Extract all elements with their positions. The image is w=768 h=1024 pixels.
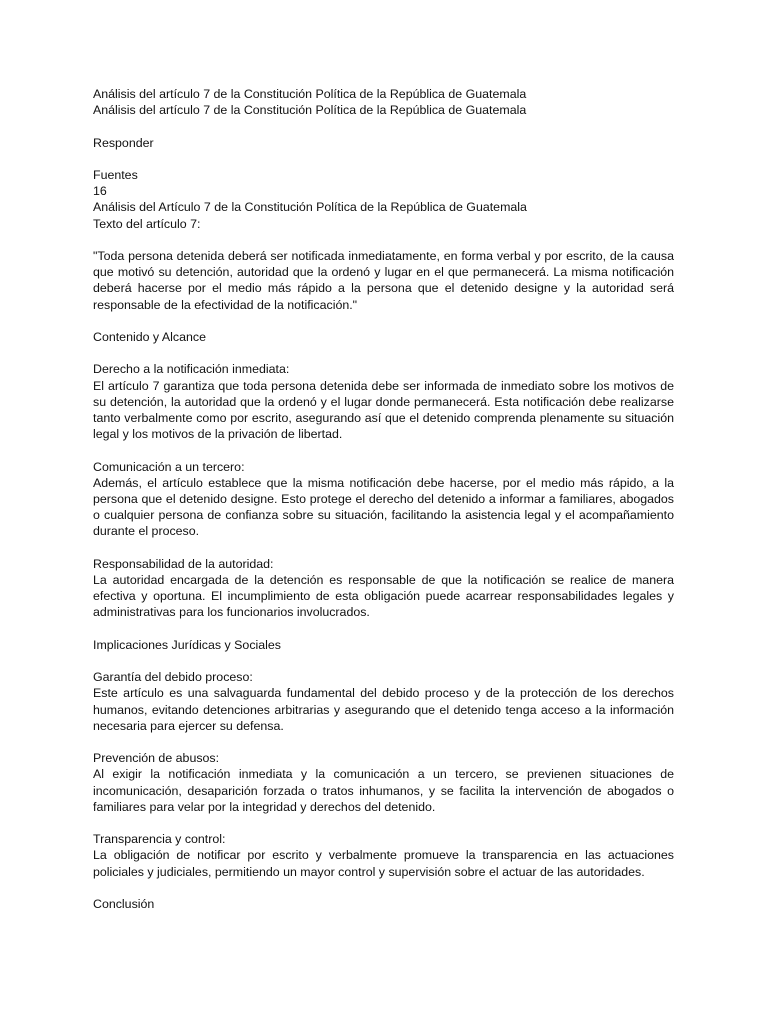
paragraph-transparency: La obligación de notificar por escrito y verbalmente promueve la transparencia en las actuaciones policiales y judiciales, permitiendo un mayor control y supervisión sobre el actuar de las autoridades. (93, 848, 674, 879)
paragraph-immediate-notification: El artículo 7 garantiza que toda persona detenida debe ser informada de inmediato sobre los motivos de su detención, la autoridad que la ordenó y el lugar donde permanecerá. Esta notificación debe realizarse tanto verbalmente como por escrito, asegurando así que el detenido comprenda plenamente su situación legal y los motivos de la privación de libertad. (93, 378, 674, 442)
reply-label: Responder (93, 135, 154, 150)
subheading-immediate-notification: Derecho a la notificación inmediata: (93, 362, 290, 377)
subheading-authority-responsibility: Responsabilidad de la autoridad: (93, 556, 274, 571)
paragraph-third-party: Además, el artículo establece que la misma notificación debe hacerse, por el medio más rápido, a la persona que el detenido designe. Esto protege el derecho del detenido a informar a familiares, abogados o cualquier persona de confianza sobre su situación, facilitando la asistencia legal y el acompañamiento durante el proceso. (93, 475, 674, 539)
document-title-repeat: Análisis del artículo 7 de la Constitución Política de la República de Guatemala (93, 103, 527, 118)
article-quote: "Toda persona detenida deberá ser notificada inmediatamente, en forma verbal y por escrito, de la causa que motivó su detención, autoridad que la ordenó y lugar en el que permanecerá. La misma notificación deberá hacerse por el medio más rápido a la persona que el detenido designe y la autoridad será responsable de la efectividad de la notificación." (93, 248, 674, 312)
sources-label: Fuentes (93, 167, 138, 182)
sources-count: 16 (93, 184, 107, 199)
document-title: Análisis del artículo 7 de la Constitución Política de la República de Guatemala (93, 87, 527, 101)
paragraph-abuse-prevention: Al exigir la notificación inmediata y la comunicación a un tercero, se previenen situaciones de incomunicación, desaparición forzada o tratos inhumanos, y se facilita la intervención de abogados o familiares para velar por la integridad y derechos del detenido. (93, 767, 674, 814)
subheading-abuse-prevention: Prevención de abusos: (93, 751, 220, 766)
article-text-label: Texto del artículo 7: (93, 216, 201, 231)
subheading-third-party: Comunicación a un tercero: (93, 459, 245, 474)
section-heading-implications: Implicaciones Jurídicas y Sociales (93, 637, 282, 652)
paragraph-due-process: Este artículo es una salvaguarda fundamental del debido proceso y de la protección de los derechos humanos, evitando detenciones arbitrarias y asegurando que el detenido tenga acceso a la información necesaria para ejercer su defensa. (93, 686, 674, 733)
paragraph-authority-responsibility: La autoridad encargada de la detención es responsable de que la notificación se realice de manera efectiva y oportuna. El incumplimiento de esta obligación puede acarrear responsabilidades legales y administrativas para los funcionarios involucrados. (93, 572, 674, 620)
subheading-due-process: Garantía del debido proceso: (93, 670, 253, 685)
subheading-transparency: Transparencia y control: (93, 832, 226, 847)
article-heading: Análisis del Artículo 7 de la Constitución Política de la República de Guatemala (93, 200, 527, 215)
section-heading-conclusion: Conclusión (93, 896, 155, 911)
section-heading-content: Contenido y Alcance (93, 329, 206, 344)
